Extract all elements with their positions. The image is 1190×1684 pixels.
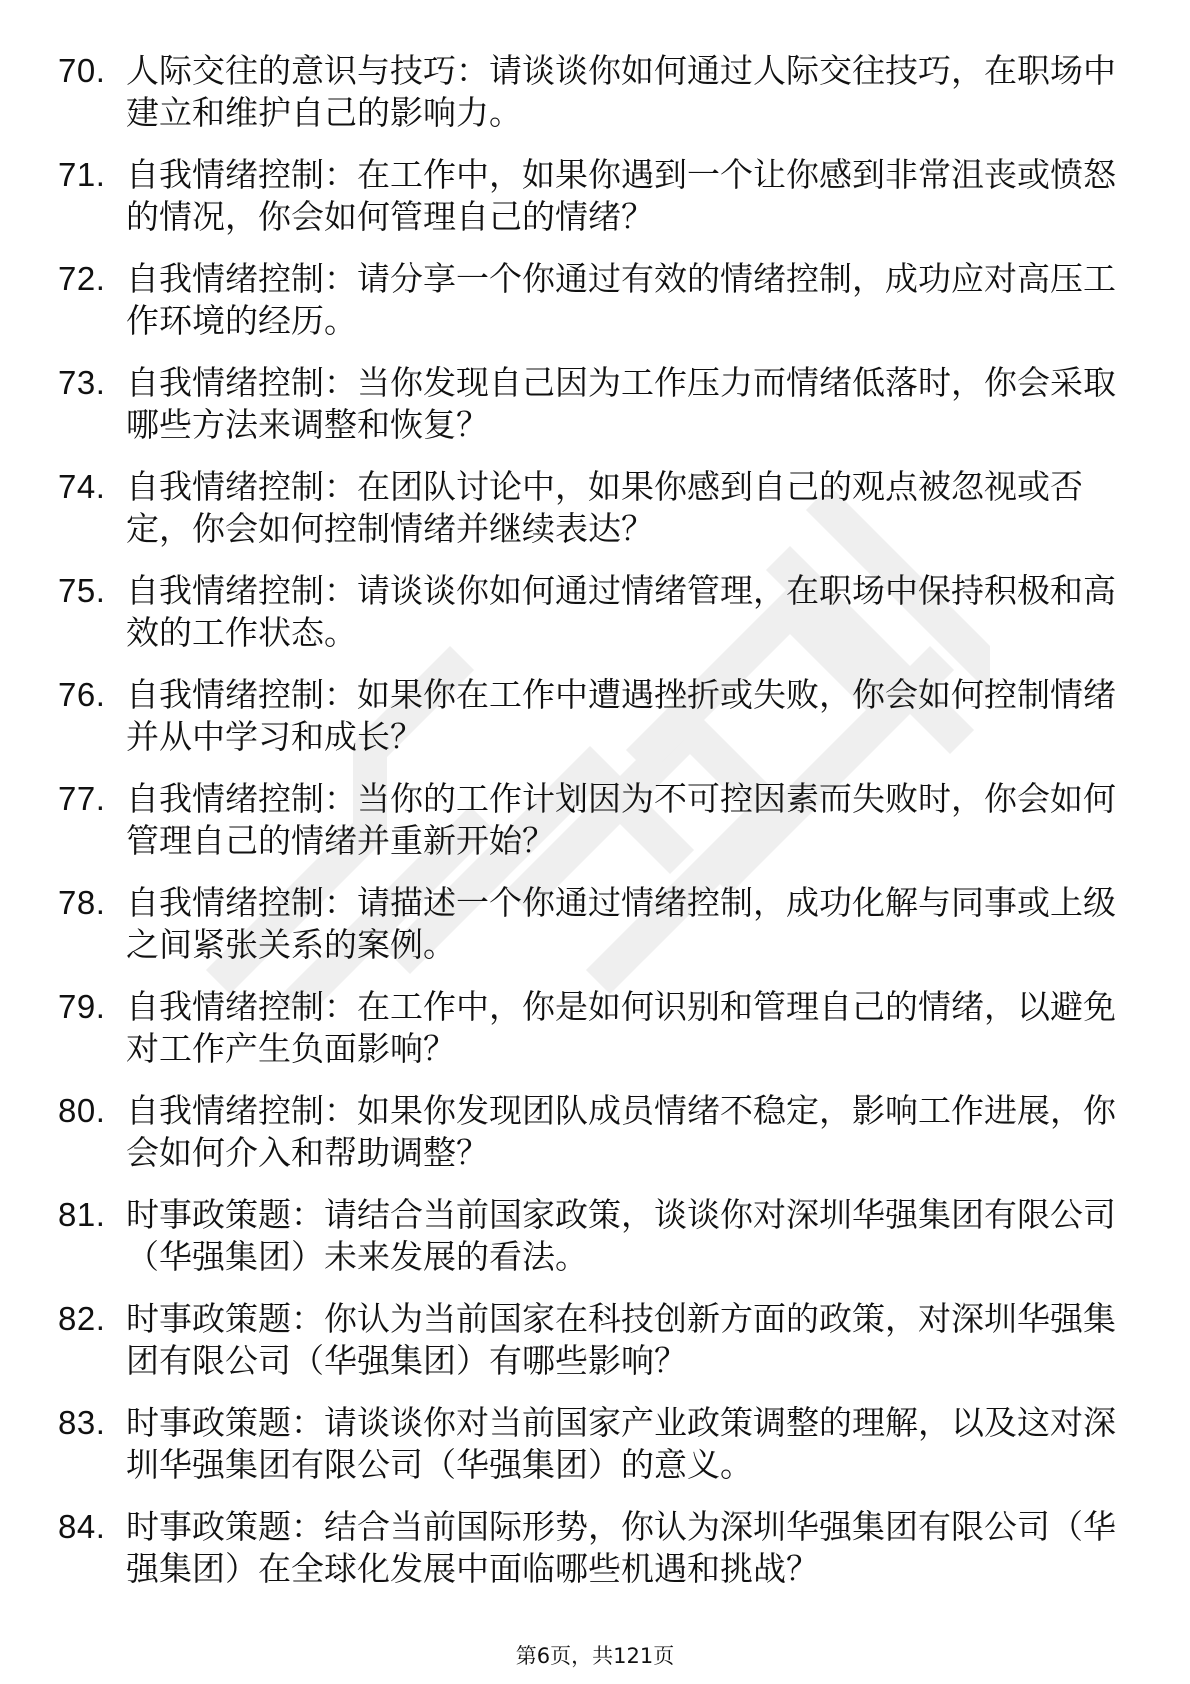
list-item xyxy=(58,778,1118,862)
item-number: 76. xyxy=(58,676,106,713)
item-text: 自我情绪控制：当你发现自己因为工作压力而情绪低落时，你会采取哪些方法来调整和恢复？ xyxy=(126,363,1116,444)
item-number: 78. xyxy=(58,884,106,921)
item-text: 时事政策题：请谈谈你对当前国家产业政策调整的理解，以及这对深圳华强集团有限公司（华强集团）的意义。 xyxy=(126,1403,1116,1484)
item-number: 80. xyxy=(58,1092,106,1129)
item-text: 时事政策题：你认为当前国家在科技创新方面的政策，对深圳华强集团有限公司（华强集团）有哪些影响？ xyxy=(126,1299,1116,1380)
item-number: 83. xyxy=(58,1404,106,1441)
list-item xyxy=(58,50,1118,134)
list-item xyxy=(58,362,1118,446)
list-item xyxy=(58,466,1118,550)
item-number: 73. xyxy=(58,364,106,401)
item-text: 自我情绪控制：在工作中，如果你遇到一个让你感到非常沮丧或愤怒的情况，你会如何管理自己的情绪？ xyxy=(126,155,1116,236)
list-item xyxy=(58,258,1118,342)
list-item xyxy=(58,154,1118,238)
item-number: 72. xyxy=(58,260,106,297)
item-number: 70. xyxy=(58,52,106,89)
item-text: 时事政策题：结合当前国际形势，你认为深圳华强集团有限公司（华强集团）在全球化发展中面临哪些机遇和挑战？ xyxy=(126,1507,1116,1588)
list-item xyxy=(58,1402,1118,1486)
item-number: 77. xyxy=(58,780,106,817)
page-number-label: 第6页，共121页 xyxy=(515,1644,675,1668)
list-item xyxy=(58,570,1118,654)
item-number: 74. xyxy=(58,468,106,505)
list-item xyxy=(58,882,1118,966)
question-list xyxy=(58,50,1118,1610)
list-item xyxy=(58,986,1118,1070)
item-text: 时事政策题：请结合当前国家政策，谈谈你对深圳华强集团有限公司（华强集团）未来发展的看法。 xyxy=(126,1195,1116,1276)
item-text: 自我情绪控制：在工作中，你是如何识别和管理自己的情绪，以避免对工作产生负面影响？ xyxy=(126,987,1116,1068)
item-text: 自我情绪控制：请谈谈你如何通过情绪管理，在职场中保持积极和高效的工作状态。 xyxy=(126,571,1116,652)
item-number: 82. xyxy=(58,1300,106,1337)
item-text: 自我情绪控制：当你的工作计划因为不可控因素而失败时，你会如何管理自己的情绪并重新开始？ xyxy=(126,779,1116,860)
item-number: 71. xyxy=(58,156,106,193)
item-text: 人际交往的意识与技巧：请谈谈你如何通过人际交往技巧，在职场中建立和维护自己的影响力。 xyxy=(126,51,1116,132)
page-footer xyxy=(0,1640,1190,1670)
item-text: 自我情绪控制：请描述一个你通过情绪控制，成功化解与同事或上级之间紧张关系的案例。 xyxy=(126,883,1116,964)
item-number: 79. xyxy=(58,988,106,1025)
item-number: 75. xyxy=(58,572,106,609)
list-item xyxy=(58,1090,1118,1174)
item-number: 84. xyxy=(58,1508,106,1545)
list-item xyxy=(58,674,1118,758)
item-text: 自我情绪控制：如果你发现团队成员情绪不稳定，影响工作进展，你会如何介入和帮助调整？ xyxy=(126,1091,1116,1172)
item-text: 自我情绪控制：如果你在工作中遭遇挫折或失败，你会如何控制情绪并从中学习和成长？ xyxy=(126,675,1116,756)
list-item xyxy=(58,1194,1118,1278)
item-text: 自我情绪控制：请分享一个你通过有效的情绪控制，成功应对高压工作环境的经历。 xyxy=(126,259,1116,340)
item-text: 自我情绪控制：在团队讨论中，如果你感到自己的观点被忽视或否定，你会如何控制情绪并继续表达？ xyxy=(126,467,1083,548)
item-number: 81. xyxy=(58,1196,106,1233)
list-item xyxy=(58,1506,1118,1590)
list-item xyxy=(58,1298,1118,1382)
